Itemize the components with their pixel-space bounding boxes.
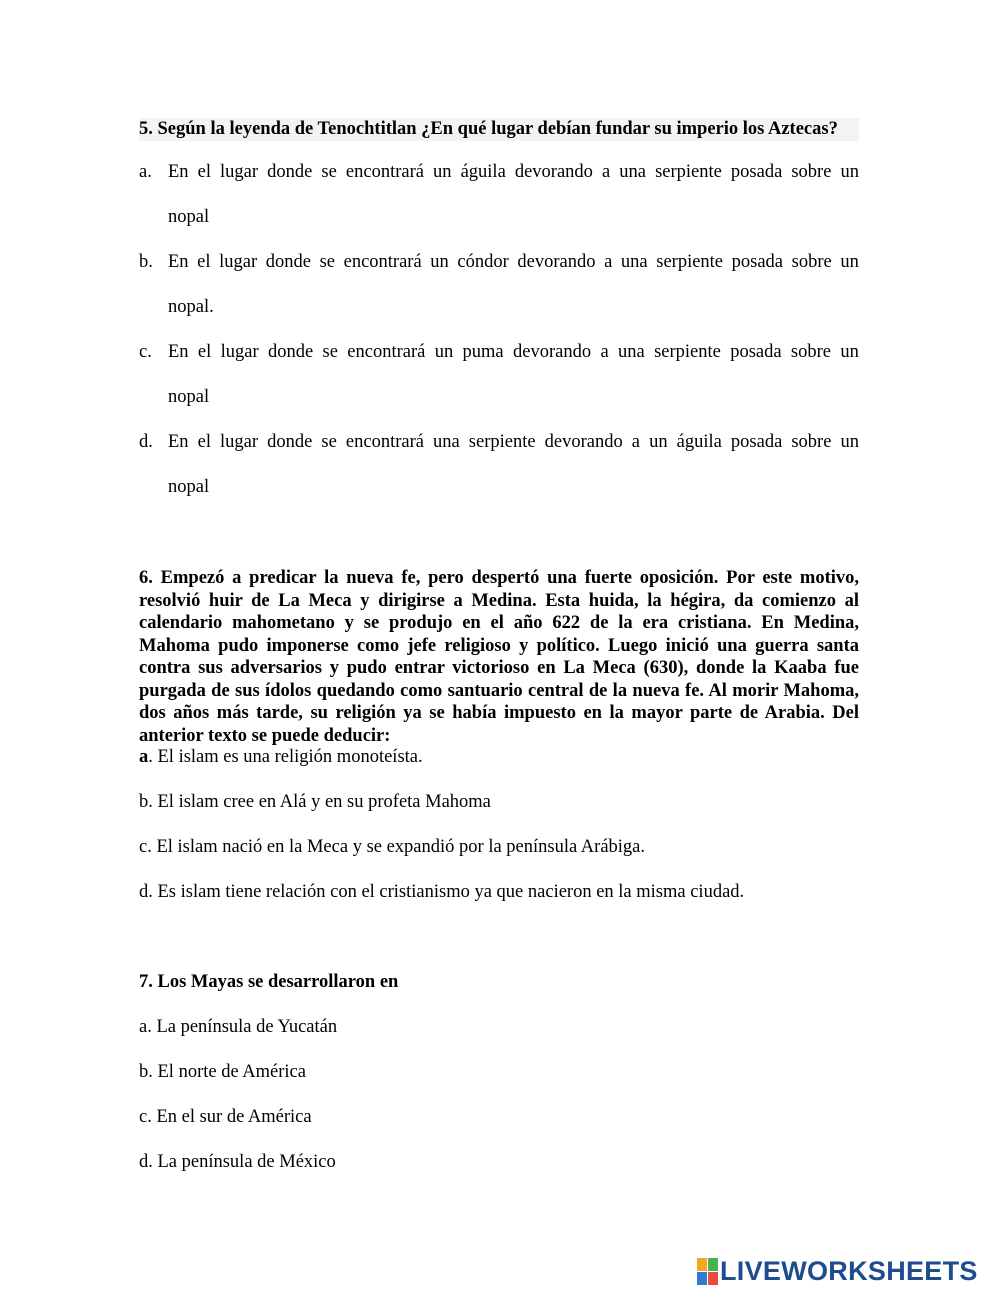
question-6-option-a[interactable] (139, 746, 423, 768)
option-letter: a (139, 747, 149, 767)
question-7-option-d[interactable]: d. La península de México (139, 1152, 336, 1172)
option-letter: d. (139, 432, 153, 452)
logo-block-icon (697, 1258, 707, 1271)
option-text-line1: En el lugar donde se encontrará un puma devorando a una serpiente posada sobre un (168, 342, 859, 362)
question-6-option-b[interactable]: b. El islam cree en Alá y en su profeta Mahoma (139, 792, 491, 812)
liveworksheets-logo (697, 1256, 978, 1286)
option-letter: b. (139, 252, 153, 272)
logo-blocks-icon (697, 1258, 718, 1285)
question-6-option-d[interactable]: d. Es islam tiene relación con el cristianismo ya que nacieron en la misma ciudad. (139, 882, 745, 902)
question-7-option-a[interactable]: a. La península de Yucatán (139, 1017, 338, 1037)
question-7-option-b[interactable]: b. El norte de América (139, 1062, 306, 1082)
option-text-line1: En el lugar donde se encontrará un cóndor devorando a una serpiente posada sobre un (168, 252, 859, 272)
option-letter: c. (139, 342, 152, 362)
option-text-line1: En el lugar donde se encontrará un águila devorando a una serpiente posada sobre un (168, 162, 859, 182)
logo-block-icon (708, 1272, 718, 1285)
logo-text: LIVEWORKSHEETS (720, 1255, 978, 1286)
option-text-line2: nopal (168, 207, 210, 227)
option-text: . El islam es una religión monoteísta. (148, 747, 423, 767)
question-7-title: 7. Los Mayas se desarrollaron en (139, 972, 399, 992)
option-letter: a. (139, 162, 152, 182)
question-6-title: 6. Empezó a predicar la nueva fe, pero despertó una fuerte oposición. Por este motivo, resolvió huir de La Meca y dirigirse a Medina. Esta huida, la hégira, da comienzo al calendario mahometano y se produjo en el año 622 de la era cristiana. En Medina, Mahoma pudo imponerse como jefe religioso y político. Luego inició una guerra santa contra sus adversarios y pudo entrar victorioso en La Meca (630), donde la Kaaba fue purgada de sus ídolos quedando como santuario central de la nueva fe. Al morir Mahoma, dos años más tarde, su religión ya se había impuesto en la mayor parte de Arabia. Del anterior texto se puede deducir: (139, 568, 859, 746)
question-7-option-c[interactable]: c. En el sur de América (139, 1107, 312, 1127)
logo-block-icon (697, 1272, 707, 1285)
option-text-line2: nopal (168, 387, 210, 407)
question-5-title: 5. Según la leyenda de Tenochtitlan ¿En qué lugar debían fundar su imperio los Aztecas? (139, 118, 859, 141)
option-text-line2: nopal. (168, 297, 214, 317)
logo-block-icon (708, 1258, 718, 1271)
option-text-line2: nopal (168, 477, 210, 497)
option-text-line1: En el lugar donde se encontrará una serpiente devorando a un águila posada sobre un (168, 432, 859, 452)
question-6-option-c[interactable]: c. El islam nació en la Meca y se expandió por la península Arábiga. (139, 837, 646, 857)
